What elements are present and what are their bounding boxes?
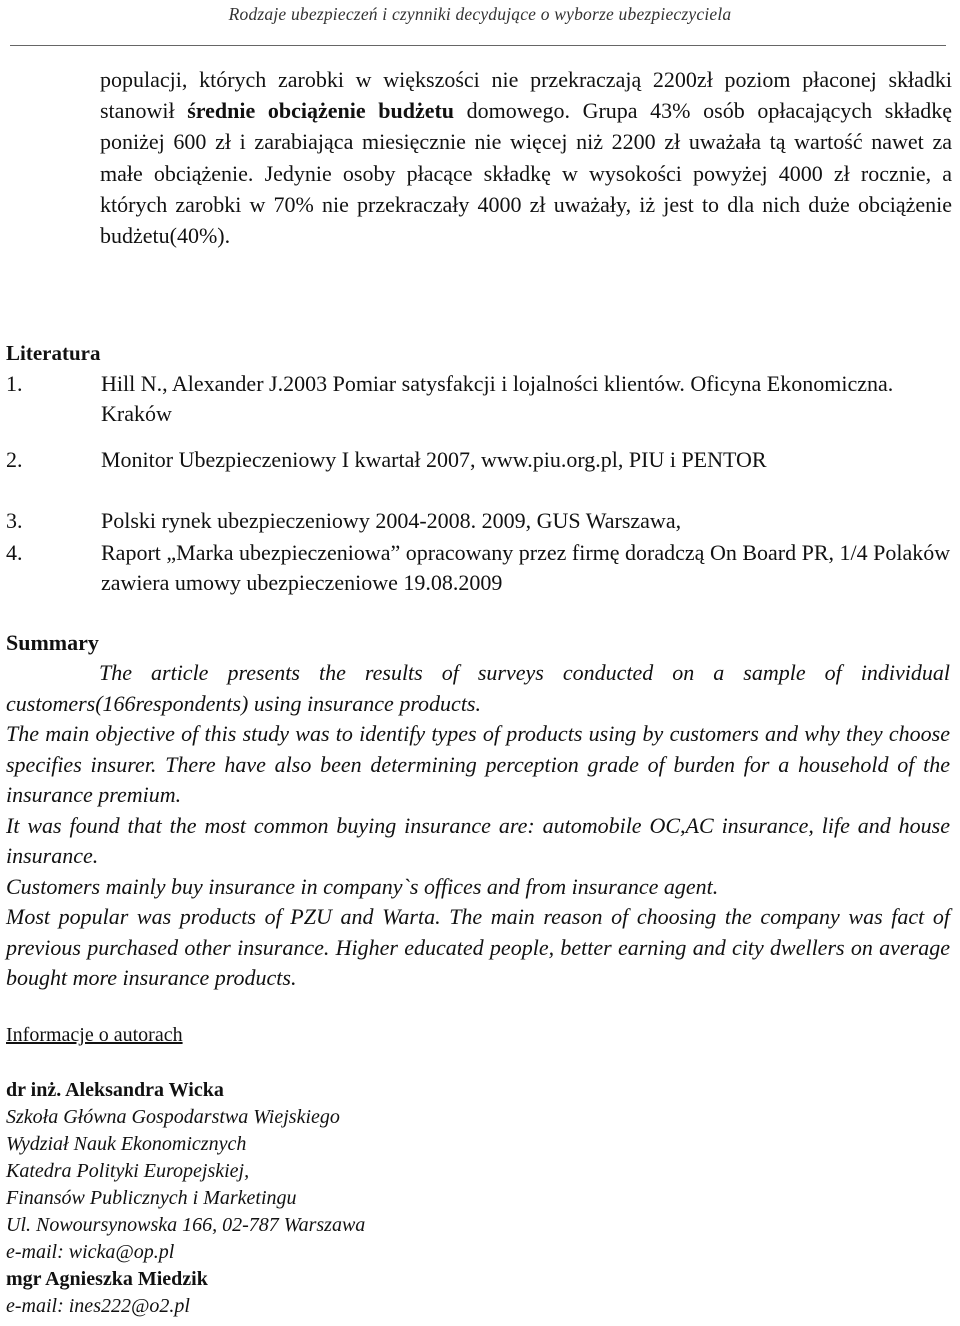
summary-body — [6, 658, 950, 994]
authors-heading: Informacje o autorach — [6, 1024, 183, 1046]
running-header: Rodzaje ubezpieczeń i czynniki decydujące o wyborze ubezpieczyciela — [228, 4, 732, 24]
author-affiliation-line: Finansów Publicznych i Marketingu — [6, 1187, 297, 1209]
author-name: dr inż. Aleksandra Wicka — [6, 1079, 224, 1101]
summary-paragraph: Most popular was products of PZU and Warta. The main reason of choosing the company was fact of previous purchased other insurance. Higher educated people, better earning and city dwellers on average bought more insurance products. — [6, 904, 950, 990]
header-divider — [10, 45, 946, 46]
intro-text-part1: populacji, których zarobki w większości nie przekraczają 2200zł poziom płaconej składki stanowił — [100, 67, 952, 124]
summary-paragraph: The main objective of this study was to identify types of products using by customers and why they choose specifies insurer. There have also been determining perception grade of burden for a household of the insurance premium. — [6, 721, 950, 807]
intro-paragraph — [100, 64, 952, 251]
reference-text: Raport „Marka ubezpieczeniowa” opracowany przez firmę doradczą On Board PR, 1/4 Polaków zawiera umowy ubezpieczeniowe 19.08.2009 — [101, 540, 951, 595]
summary-paragraph: The article presents the results of surveys conducted on a sample of individual customers(166respondents) using insurance products. — [6, 660, 950, 716]
author-address: Ul. Nowoursynowska 166, 02-787 Warszawa — [6, 1214, 366, 1236]
reference-text: Polski rynek ubezpieczeniowy 2004-2008. 2009, GUS Warszawa, — [101, 508, 682, 533]
reference-number: 2. — [6, 447, 23, 472]
author-affiliation-line: Wydział Nauk Ekonomicznych — [6, 1133, 247, 1155]
reference-text: Monitor Ubezpieczeniowy I kwartał 2007, www.piu.org.pl, PIU i PENTOR — [101, 447, 767, 472]
intro-text-part2: domowego. Grupa 43% osób opłacających składkę poniżej 600 zł i zarabiająca miesięcznie nie więcej niż 2200 zł uważała tą wartość nawet za małe obciążenie. Jedynie osoby płacące składkę w wysokości powyżej 4000 zł rocznie, a których zarobki w 70% nie przekraczały 4000 zł uważały, iż jest to dla nich duże obciążenie budżetu(40%). — [100, 98, 952, 249]
summary-paragraph: It was found that the most common buying insurance are: automobile OC,AC insurance, life and house insurance. — [6, 812, 950, 868]
summary-paragraph: Customers mainly buy insurance in company`s offices and from insurance agent. — [6, 873, 719, 899]
summary-heading: Summary — [6, 630, 99, 655]
author-affiliation-line: Szkoła Główna Gospodarstwa Wiejskiego — [6, 1106, 340, 1128]
author-affiliation-line: Katedra Polityki Europejskiej, — [6, 1160, 250, 1182]
reference-text: Hill N., Alexander J.2003 Pomiar satysfakcji i lojalności klientów. Oficyna Ekonomiczna. Kraków — [101, 371, 894, 426]
author-info — [6, 1077, 706, 1320]
literature-heading: Literatura — [6, 341, 101, 365]
author-email: e-mail: wicka@op.pl — [6, 1241, 175, 1263]
intro-bold-phrase: średnie obciążenie budżetu — [187, 98, 455, 124]
author-email: e-mail: ines222@o2.pl — [6, 1295, 190, 1317]
author-name: mgr Agnieszka Miedzik — [6, 1268, 208, 1290]
reference-number: 4. — [6, 540, 23, 565]
reference-number: 1. — [6, 371, 23, 396]
reference-number: 3. — [6, 508, 23, 533]
